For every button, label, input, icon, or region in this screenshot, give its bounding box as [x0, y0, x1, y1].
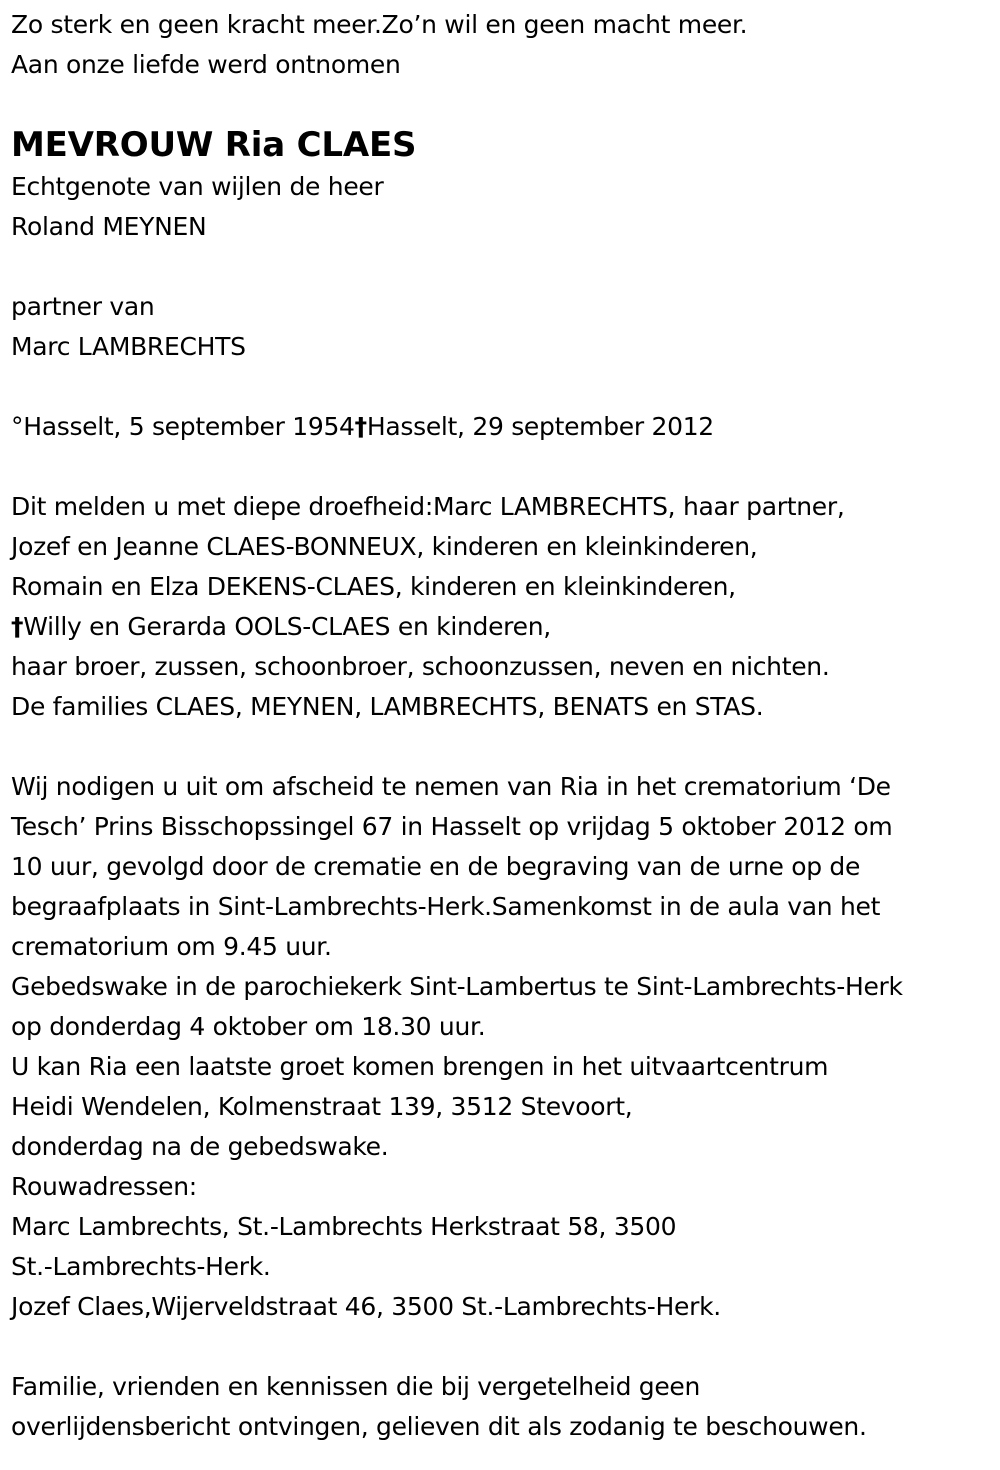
closing-line: overlijdensbericht ontvingen, gelieven dit als zodanig te beschouwen.	[11, 1412, 867, 1441]
deceased-name: MEVROUW Ria CLAES	[11, 125, 417, 165]
ceremony-line: Rouwadressen:	[11, 1172, 197, 1201]
ceremony-line: Heidi Wendelen, Kolmenstraat 139, 3512 Stevoort,	[11, 1092, 633, 1121]
birth-date: °Hasselt, 5 september 1954	[11, 412, 355, 441]
cross-icon: †	[11, 612, 24, 641]
ceremony-line: begraafplaats in Sint-Lambrechts-Herk.Samenkomst in de aula van het	[11, 892, 881, 921]
spacer	[11, 727, 996, 767]
spouse-line-1: Echtgenote van wijlen de heer	[11, 172, 384, 201]
ceremony-line: Gebedswake in de parochiekerk Sint-Lambertus te Sint-Lambrechts-Herk	[11, 972, 903, 1001]
ceremony-line: 10 uur, gevolgd door de crematie en de begraving van de urne op de	[11, 852, 861, 881]
spacer	[11, 1327, 996, 1367]
announcement-line: De families CLAES, MEYNEN, LAMBRECHTS, BENATS en STAS.	[11, 692, 764, 721]
ceremony-line: donderdag na de gebedswake.	[11, 1132, 389, 1161]
ceremony-line: U kan Ria een laatste groet komen brengen in het uitvaartcentrum	[11, 1052, 829, 1081]
announcement-line: haar broer, zussen, schoonbroer, schoonzussen, neven en nichten.	[11, 652, 830, 681]
obituary-notice	[11, 5, 996, 1447]
spacer	[11, 247, 996, 287]
partner-line-2: Marc LAMBRECHTS	[11, 332, 246, 361]
cross-icon: †	[354, 412, 367, 441]
announcement-line: Jozef en Jeanne CLAES-BONNEUX, kinderen en kleinkinderen,	[11, 532, 758, 561]
death-date: Hasselt, 29 september 2012	[366, 412, 714, 441]
announcement-line	[11, 607, 996, 647]
ceremony-line: Marc Lambrechts, St.-Lambrechts Herkstraat 58, 3500	[11, 1212, 677, 1241]
spacer	[11, 367, 996, 407]
ceremony-line: Jozef Claes,Wijerveldstraat 46, 3500 St.-Lambrechts-Herk.	[11, 1292, 721, 1321]
life-dates	[11, 407, 996, 447]
ceremony-line: crematorium om 9.45 uur.	[11, 932, 332, 961]
closing-line: Familie, vrienden en kennissen die bij vergetelheid geen	[11, 1372, 701, 1401]
motto-line-2: Aan onze liefde werd ontnomen	[11, 50, 401, 79]
motto-line-1: Zo sterk en geen kracht meer.Zo’n wil en geen macht meer.	[11, 10, 748, 39]
announcement-text: Willy en Gerarda OOLS-CLAES en kinderen,	[23, 612, 551, 641]
spacer	[11, 447, 996, 487]
spouse-line-2: Roland MEYNEN	[11, 212, 207, 241]
announcement-line: Romain en Elza DEKENS-CLAES, kinderen en kleinkinderen,	[11, 572, 736, 601]
ceremony-line: St.-Lambrechts-Herk.	[11, 1252, 271, 1281]
ceremony-line: op donderdag 4 oktober om 18.30 uur.	[11, 1012, 486, 1041]
ceremony-line: Tesch’ Prins Bisschopssingel 67 in Hasselt op vrijdag 5 oktober 2012 om	[11, 812, 893, 841]
partner-line-1: partner van	[11, 292, 155, 321]
ceremony-line: Wij nodigen u uit om afscheid te nemen van Ria in het crematorium ‘De	[11, 772, 891, 801]
announcement-line: Dit melden u met diepe droefheid:Marc LAMBRECHTS, haar partner,	[11, 492, 845, 521]
